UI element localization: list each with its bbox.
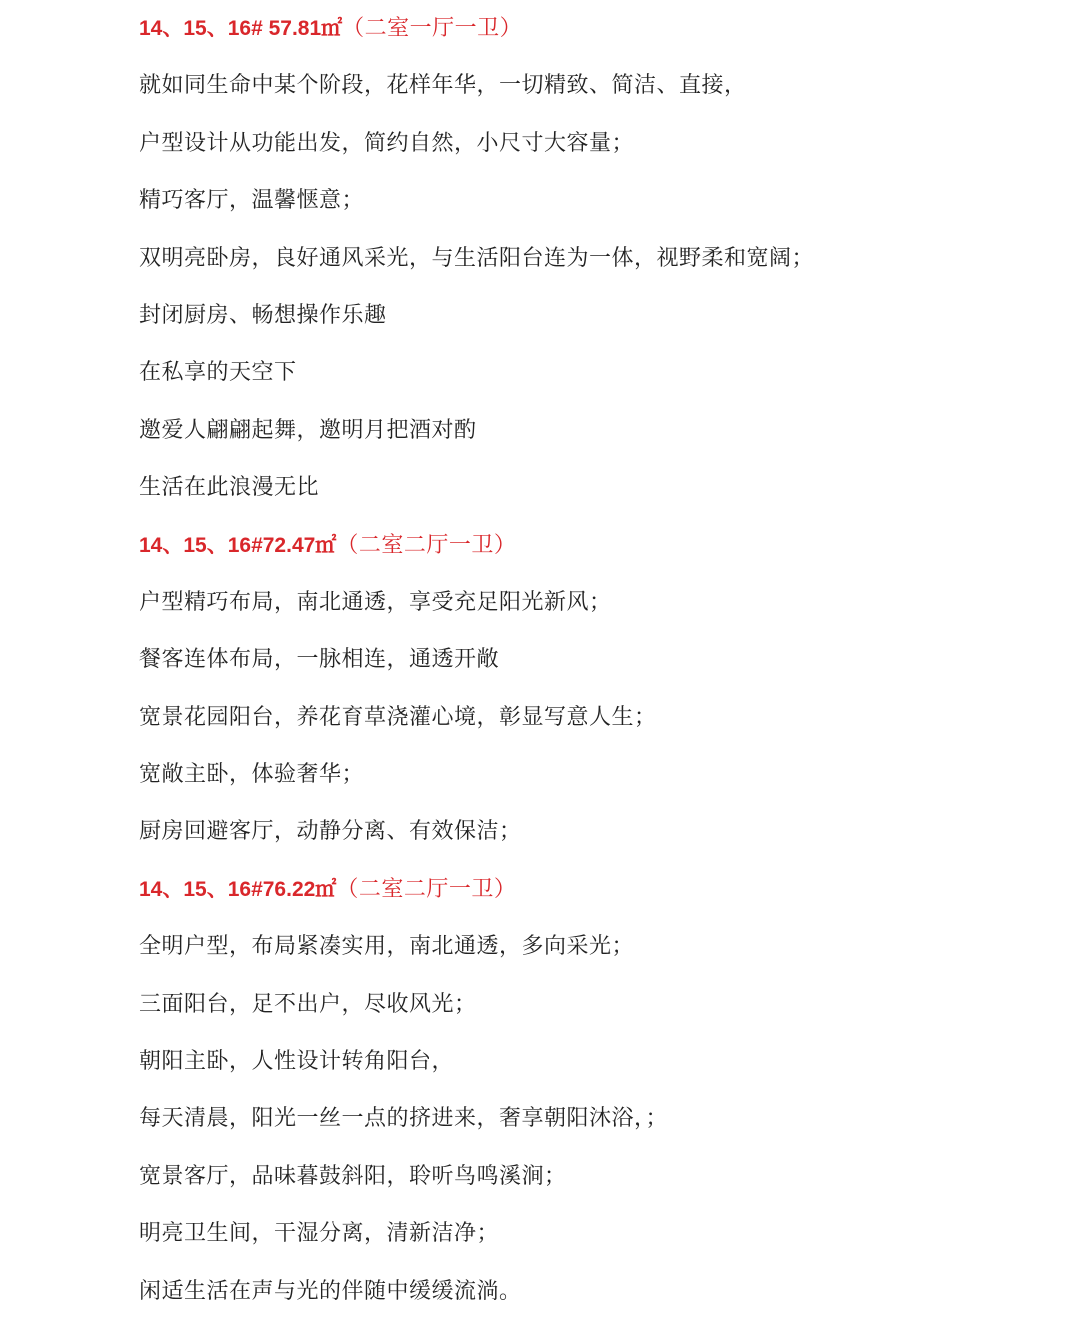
paragraph-line: 宽景客厅，品味暮鼓斜阳，聆听鸟鸣溪涧；	[139, 1163, 567, 1189]
paragraph-line: 双明亮卧房，良好通风采光，与生活阳台连为一体，视野柔和宽阔；	[139, 245, 815, 271]
paragraph-line: 封闭厨房、畅想操作乐趣	[139, 302, 387, 328]
paragraph-line: 宽敞主卧，体验奢华；	[139, 762, 365, 788]
room-layout: （二室二厅一卫）	[336, 532, 517, 558]
paragraph-line: 餐客连体布局，一脉相连，通透开敞	[139, 647, 500, 673]
section-heading	[139, 525, 1039, 582]
paragraph-line: 户型精巧布局，南北通透，享受充足阳光新风；	[139, 589, 612, 615]
section-heading	[139, 8, 1039, 65]
section-heading	[139, 869, 1039, 926]
paragraph-line: 三面阳台，足不出户，尽收风光；	[139, 991, 477, 1017]
unit-code: 14、15、16#72.47㎡	[139, 533, 337, 557]
paragraph-line: 生活在此浪漫无比	[139, 475, 320, 501]
paragraph-line: 闲适生活在声与光的伴随中缓缓流淌。	[139, 1278, 522, 1304]
paragraph-line: 户型设计从功能出发，简约自然，小尺寸大容量；	[139, 130, 635, 156]
paragraph-line: 就如同生命中某个阶段，花样年华，一切精致、简洁、直接，	[139, 73, 747, 99]
document-page	[139, 8, 1039, 1328]
room-layout: （二室一厅一卫）	[342, 16, 523, 41]
paragraph-line: 厨房回避客厅，动静分离、有效保洁；	[139, 819, 522, 845]
paragraph-line: 朝阳主卧，人性设计转角阳台，	[139, 1049, 455, 1075]
paragraph-line: 明亮卫生间，干湿分离，清新洁净；	[139, 1221, 500, 1247]
unit-code: 14、15、16#76.22㎡	[139, 877, 337, 901]
paragraph-line: 在私享的天空下	[139, 360, 297, 386]
paragraph-line: 邀爱人翩翩起舞，邀明月把酒对酌	[139, 417, 477, 443]
paragraph-line: 宽景花园阳台，养花育草浇灌心境，彰显写意人生；	[139, 704, 657, 730]
unit-code: 14、15、16# 57.81㎡	[139, 17, 343, 40]
paragraph-line: 全明户型，布局紧凑实用，南北通透，多向采光；	[139, 934, 635, 960]
paragraph-line: 每天清晨，阳光一丝一点的挤进来，奢享朝阳沐浴，；	[139, 1106, 669, 1132]
paragraph-line: 精巧客厅，温馨惬意；	[139, 188, 365, 214]
room-layout: （二室二厅一卫）	[336, 876, 517, 902]
